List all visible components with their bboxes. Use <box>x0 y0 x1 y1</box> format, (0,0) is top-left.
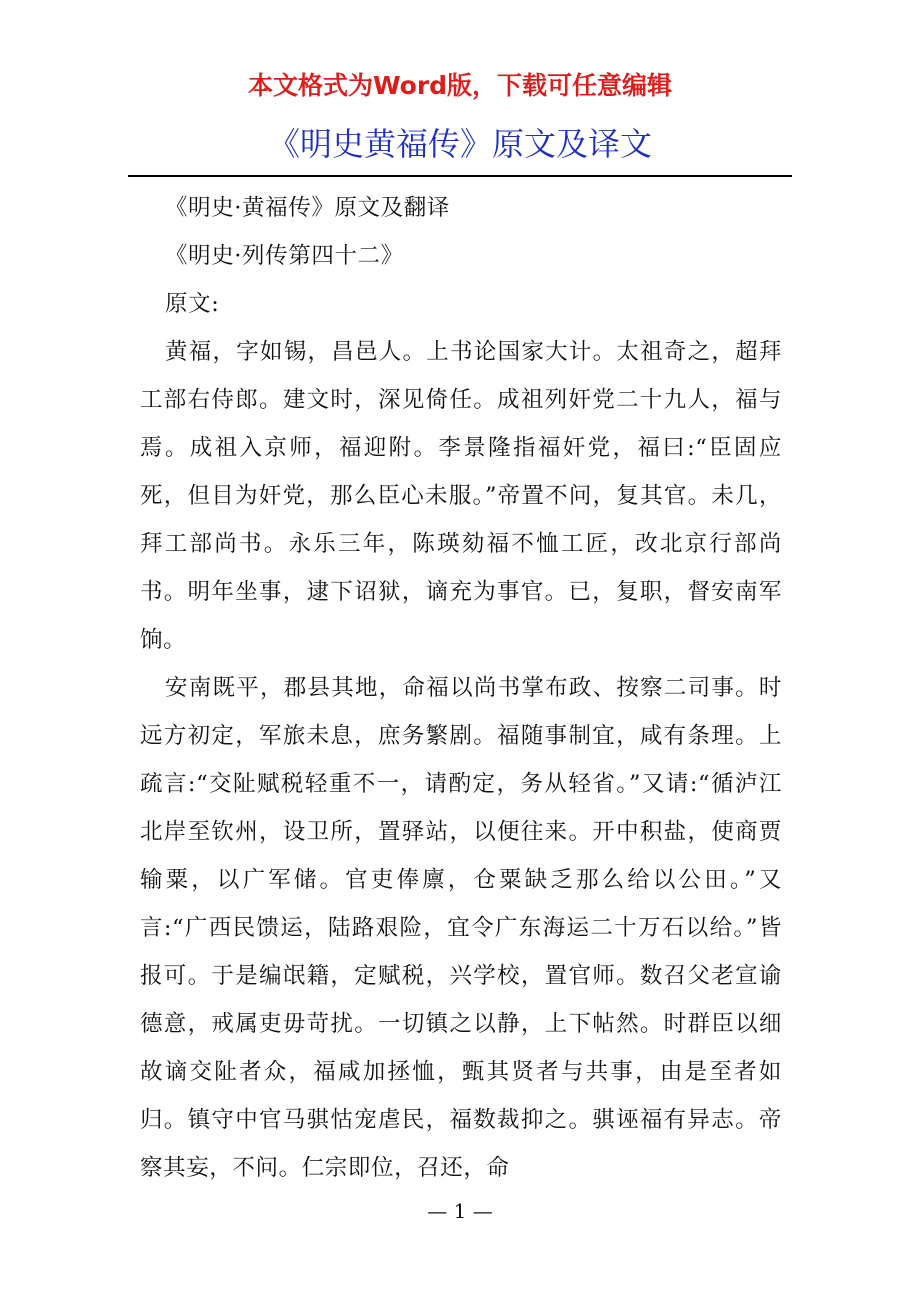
paragraph: 安南既平，郡县其地，命福以尚书掌布政、按察二司事。时远方初定，军旅未息，庶务繁剧。福随事制宜，咸有条理。上疏言:“交阯赋税轻重不一，请酌定，务从轻省。”又请:“循泸江北岸至钦州，设卫所，置驿站，以便往来。开中积盐，使商贾输粟，以广军储。官吏俸廪，仓粟缺乏那么给以公田。”又言:“广西民馈运，陆路艰险，宜令广东海运二十万石以给。”皆报可。于是编氓籍，定赋税，兴学校，置官师。数召父老宣谕德意，戒属吏毋苛扰。一切镇之以静，上下帖然。时群臣以细故谪交阯者众，福咸加拯恤，甄其贤者与共事，由是至者如归。镇守中官马骐怙宠虐民，福数裁抑之。骐诬福有异志。帝察其妄，不问。仁宗即位，召还，命 <box>140 675 782 1181</box>
subtitle-line: 《明史·黄福传》原文及翻译 <box>165 195 450 221</box>
title-divider <box>128 175 792 177</box>
word-format-notice: 本文格式为Word版，下载可任意编辑 <box>247 71 673 100</box>
section-heading: 原文: <box>165 291 220 317</box>
document-title: 《明史黄福传》原文及译文 <box>267 125 652 163</box>
page-number: — 1 — <box>427 1199 493 1223</box>
source-line: 《明史·列传第四十二》 <box>165 243 404 269</box>
document-body <box>140 184 782 1192</box>
paragraph: 黄福，字如锡，昌邑人。上书论国家大计。太祖奇之，超拜工部右侍郎。建文时，深见倚任。成祖列奸党二十九人，福与焉。成祖入京师，福迎附。李景隆指福奸党，福曰:“臣固应死，但目为奸党，那么臣心未服。”帝置不问，复其官。未几，拜工部尚书。永乐三年，陈瑛劾福不恤工匠，改北京行部尚书。明年坐事，逮下诏狱，谪充为事官。已，复职，督安南军饷。 <box>140 339 782 653</box>
